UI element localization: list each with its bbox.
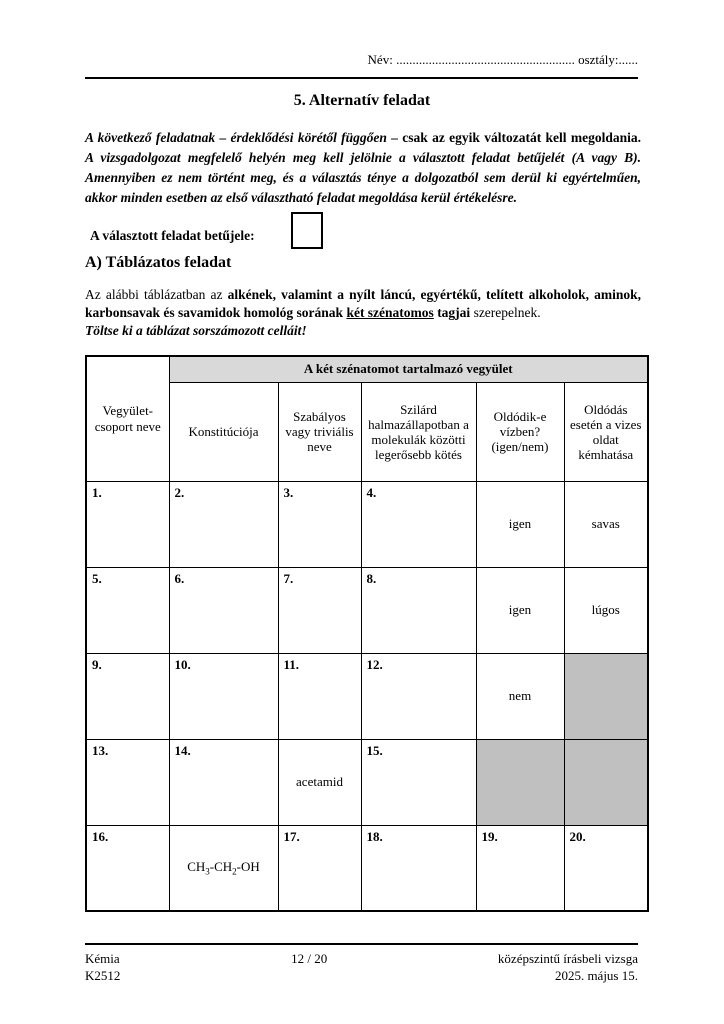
intro-part1: A következő feladatnak – érdeklődési körétől függően –	[85, 130, 403, 145]
answer-cell-15[interactable]: 15.	[361, 739, 476, 825]
header-rule	[85, 77, 638, 79]
section-heading: A) Táblázatos feladat	[85, 254, 232, 271]
page-title: 5. Alternatív feladat	[293, 92, 431, 109]
answer-cell-20[interactable]: 20.	[564, 825, 648, 911]
choice-letter-box[interactable]	[291, 212, 323, 249]
answer-cell-12[interactable]: 12.	[361, 653, 476, 739]
given-cell-ph-1: savas	[564, 481, 648, 567]
formula-part: -CH	[209, 858, 233, 874]
answer-cell-3[interactable]: 3.	[278, 481, 361, 567]
table-row	[86, 567, 648, 653]
footer-date: 2025. május 15.	[554, 968, 638, 983]
given-cell-ph-2: lúgos	[564, 567, 648, 653]
answer-cell-11[interactable]: 11.	[278, 653, 361, 739]
col-header-ph: Oldódás esetén a vizes oldat kémhatása	[564, 382, 648, 481]
table-span-header: A két szénatomot tartalmazó vegyület	[169, 356, 648, 382]
desc-lead: Az alábbi táblázatban az	[85, 287, 228, 302]
table-row	[86, 739, 648, 825]
answer-cell-13[interactable]: 13.	[86, 739, 169, 825]
blocked-cell	[564, 739, 648, 825]
given-cell-solubility-1: igen	[476, 481, 564, 567]
compound-table	[85, 355, 649, 912]
choice-label: A választott feladat betűjele:	[90, 228, 255, 243]
answer-cell-9[interactable]: 9.	[86, 653, 169, 739]
footer-code: K2512	[85, 968, 121, 983]
footer-rule	[85, 943, 638, 945]
col-header-bond: Szilárd halmazállapotban a molekulák közötti legerősebb kötés	[361, 382, 476, 481]
desc-tail: szerepelnek.	[470, 305, 541, 320]
class-label: osztály:......	[578, 52, 638, 67]
answer-cell-17[interactable]: 17.	[278, 825, 361, 911]
formula-subscript: 3	[205, 866, 210, 877]
given-cell-ethanol-formula	[169, 825, 278, 911]
name-label: Név:	[367, 52, 393, 67]
given-cell-acetamid: acetamid	[278, 739, 361, 825]
col-header-constitution: Konstitúciója	[169, 382, 278, 481]
table-row	[86, 653, 648, 739]
formula-subscript: 2	[232, 866, 237, 877]
desc-bold2: tagjai	[433, 305, 471, 320]
given-cell-solubility-2: igen	[476, 567, 564, 653]
page-footer	[85, 950, 638, 984]
desc-bold: alkének, valamint a nyílt láncú, egyértékű, telített alkoholok, aminok, karbonsavak és savamidok homológ sorának	[85, 287, 641, 320]
blocked-cell	[564, 653, 648, 739]
fill-instruction: Töltse ki a táblázat sorszámozott celláit!	[85, 323, 307, 338]
table-row	[86, 481, 648, 567]
formula-part: CH	[187, 858, 206, 874]
answer-cell-19[interactable]: 19.	[476, 825, 564, 911]
col-header-solubility: Oldódik-e vízben? (igen/nem)	[476, 382, 564, 481]
answer-cell-14[interactable]: 14.	[169, 739, 278, 825]
col-header-name: Szabályos vagy triviális neve	[278, 382, 361, 481]
name-dotted-line: .......................................................	[396, 52, 575, 67]
answer-cell-1[interactable]: 1.	[86, 481, 169, 567]
answer-cell-6[interactable]: 6.	[169, 567, 278, 653]
answer-cell-4[interactable]: 4.	[361, 481, 476, 567]
table-row	[86, 825, 648, 911]
answer-cell-2[interactable]: 2.	[169, 481, 278, 567]
task-description	[85, 286, 641, 340]
blocked-cell	[476, 739, 564, 825]
footer-exam-level: középszintű írásbeli vizsga	[497, 951, 638, 966]
desc-underlined: két szénatomos	[346, 305, 434, 320]
answer-cell-10[interactable]: 10.	[169, 653, 278, 739]
answer-cell-18[interactable]: 18.	[361, 825, 476, 911]
footer-subject: Kémia	[85, 951, 120, 966]
given-cell-solubility-3: nem	[476, 653, 564, 739]
answer-cell-8[interactable]: 8.	[361, 567, 476, 653]
intro-paragraph	[85, 128, 641, 208]
name-class-row	[85, 52, 638, 68]
footer-page-number: 12 / 20	[291, 951, 328, 966]
intro-part2: csak az egyik változatát kell megoldania.	[402, 130, 641, 145]
answer-cell-7[interactable]: 7.	[278, 567, 361, 653]
formula-part: -OH	[236, 858, 260, 874]
answer-cell-16[interactable]: 16.	[86, 825, 169, 911]
table-corner-header: Vegyület-csoport neve	[86, 356, 169, 481]
intro-part3: A vizsgadolgozat megfelelő helyén meg kell jelölnie a választott feladat betűjelét (A vagy B). Amennyiben ez nem történt meg, és a választás ténye a dolgozatból sem derül ki egyértelműen, akkor minden esetben az első választható feladat megoldása kerül értékelésre.	[85, 150, 641, 205]
answer-cell-5[interactable]: 5.	[86, 567, 169, 653]
